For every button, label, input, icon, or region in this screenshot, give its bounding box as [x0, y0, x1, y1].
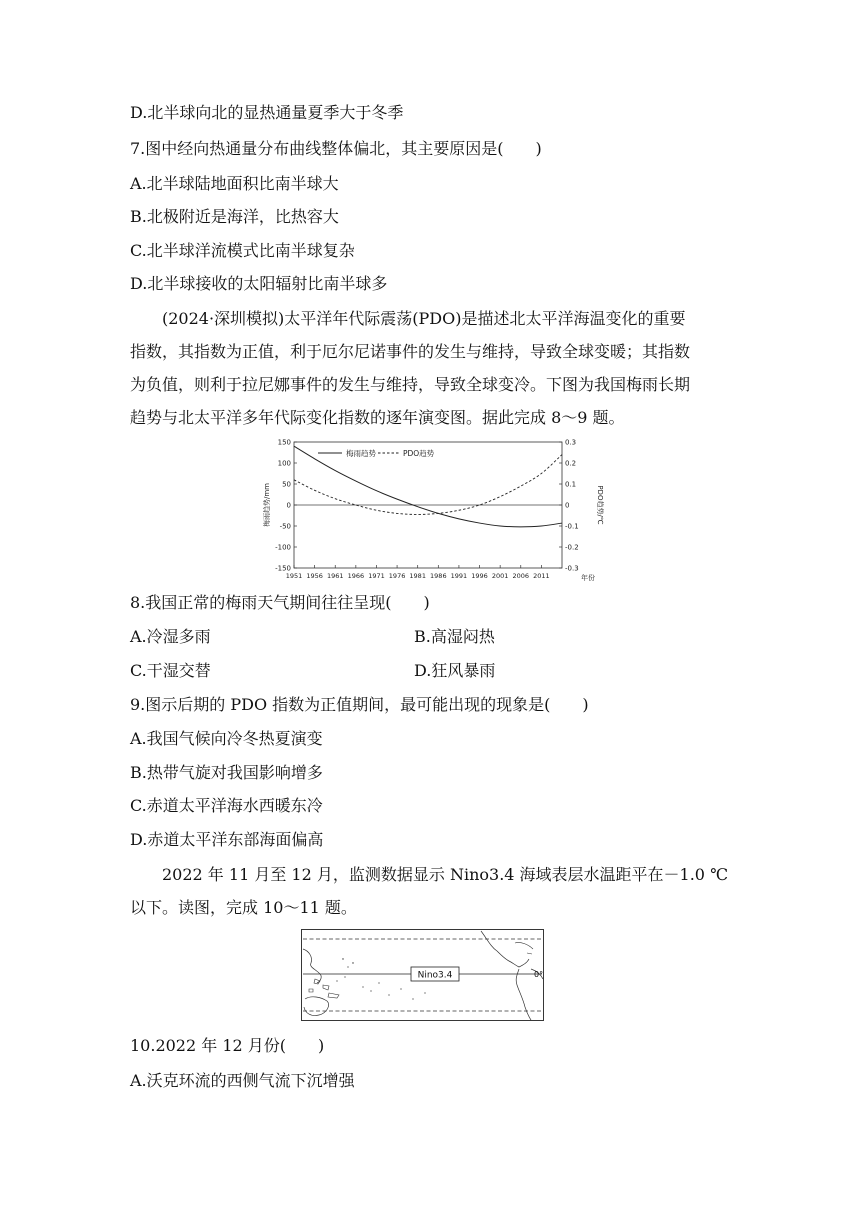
- passage-pdo-line2: 指数，其指数为正值，利于厄尔尼诺事件的发生与维持，导致全球变暖；其指数: [130, 342, 691, 361]
- y-right-tick-label: -0.3: [565, 564, 579, 573]
- meiyu-pdo-trend-chart: [258, 436, 612, 586]
- series-pdo-line: [294, 455, 562, 515]
- y-right-tick-label: 0: [565, 501, 570, 510]
- y-right-tick-label: 0.1: [565, 480, 577, 489]
- q8-option-d: D.狂风暴雨: [414, 661, 496, 680]
- x-tick-label: 1996: [471, 572, 488, 580]
- q7-option-c: C.北半球洋流模式比南半球复杂: [130, 241, 355, 260]
- q9-option-d: D.赤道太平洋东部海面偏高: [130, 830, 324, 849]
- x-tick-label: 1981: [409, 572, 426, 580]
- x-tick-label: 2001: [491, 572, 509, 580]
- passage-nino-line1: 2022 年 11 月至 12 月，监测数据显示 Nino3.4 海域表层水温距平在－1.0 ℃: [162, 865, 728, 884]
- legend: [318, 448, 435, 458]
- y-right-tick-label: 0.2: [565, 459, 577, 468]
- x-tick-label: 1951: [285, 572, 303, 580]
- y-left-tick-label: -50: [279, 522, 291, 531]
- passage-pdo-line3: 为负值，则利于拉尼娜事件的发生与维持，导致全球变冷。下图为我国梅雨长期: [130, 375, 691, 394]
- x-tick-label: 1956: [306, 572, 323, 580]
- passage-pdo: [130, 302, 740, 434]
- q9-option-c: C.赤道太平洋海水西暖东冷: [130, 796, 323, 815]
- series-meiyu-line: [294, 446, 562, 527]
- legend-pdo-label: PDO趋势: [403, 449, 435, 458]
- y-axis-right-label: PDO趋势/℃: [596, 485, 604, 525]
- nino34-label: Nino3.4: [417, 970, 453, 981]
- q7-stem: 7.图中经向热通量分布曲线整体偏北，其主要原因是( ): [130, 139, 542, 158]
- q9-option-a: A.我国气候向冷冬热夏演变: [130, 729, 323, 748]
- q10-stem: 10.2022 年 12 月份( ): [130, 1036, 325, 1055]
- pacific-map: [301, 929, 544, 1021]
- y-left-tick-label: -100: [275, 543, 291, 552]
- q8-option-c: C.干湿交替: [130, 661, 211, 680]
- q9-option-b: B.热带气旋对我国影响增多: [130, 763, 323, 782]
- y-right-tick-label: -0.2: [565, 543, 579, 552]
- y-left-tick-label: 150: [277, 438, 291, 447]
- q9-stem: 9.图示后期的 PDO 指数为正值期间，最可能出现的现象是( ): [130, 695, 589, 714]
- x-tick-label: 1971: [368, 572, 385, 580]
- q8-option-a: A.冷湿多雨: [130, 627, 211, 646]
- x-axis-unit-label: 年份: [581, 574, 595, 582]
- x-tick-label: 2006: [512, 572, 530, 580]
- y-left-tick-label: -150: [275, 564, 291, 573]
- q10-option-a: A.沃克环流的西侧气流下沉增强: [130, 1071, 355, 1090]
- y-right-tick-label: 0.3: [565, 438, 577, 447]
- x-tick-label: 1966: [347, 572, 365, 580]
- y-left-tick-label: 0: [286, 501, 291, 510]
- x-tick-label: 1961: [326, 572, 344, 580]
- q8-stem: 8.我国正常的梅雨天气期间往往呈现( ): [130, 593, 430, 612]
- y-axis-left-label: 梅雨趋势/mm: [263, 483, 271, 527]
- equator-label: 0°: [534, 970, 544, 979]
- x-tick-label: 1976: [388, 572, 406, 580]
- passage-pdo-line1: (2024·深圳模拟)太平洋年代际震荡(PDO)是描述北太平洋海温变化的重要: [162, 309, 686, 328]
- legend-meiyu-label: 梅雨趋势: [346, 449, 376, 458]
- q8-option-b: B.高湿闷热: [414, 627, 495, 646]
- q7-option-d: D.北半球接收的太阳辐射比南半球多: [130, 274, 388, 293]
- y-right-tick-label: -0.1: [565, 522, 579, 531]
- q7-option-a: A.北半球陆地面积比南半球大: [130, 174, 339, 193]
- passage-nino: [130, 858, 740, 924]
- y-left-tick-label: 50: [282, 480, 291, 489]
- x-tick-label: 1986: [430, 572, 447, 580]
- x-tick-label: 1991: [450, 572, 468, 580]
- passage-pdo-line4: 趋势与北太平洋多年代际变化指数的逐年演变图。据此完成 8～9 题。: [130, 408, 625, 427]
- passage-nino-line2: 以下。读图，完成 10～11 题。: [130, 898, 357, 917]
- x-tick-label: 2011: [533, 572, 550, 580]
- q6-option-d: D.北半球向北的显热通量夏季大于冬季: [130, 103, 404, 122]
- y-left-tick-label: 100: [277, 459, 291, 468]
- q7-option-b: B.北极附近是海洋，比热容大: [130, 207, 339, 226]
